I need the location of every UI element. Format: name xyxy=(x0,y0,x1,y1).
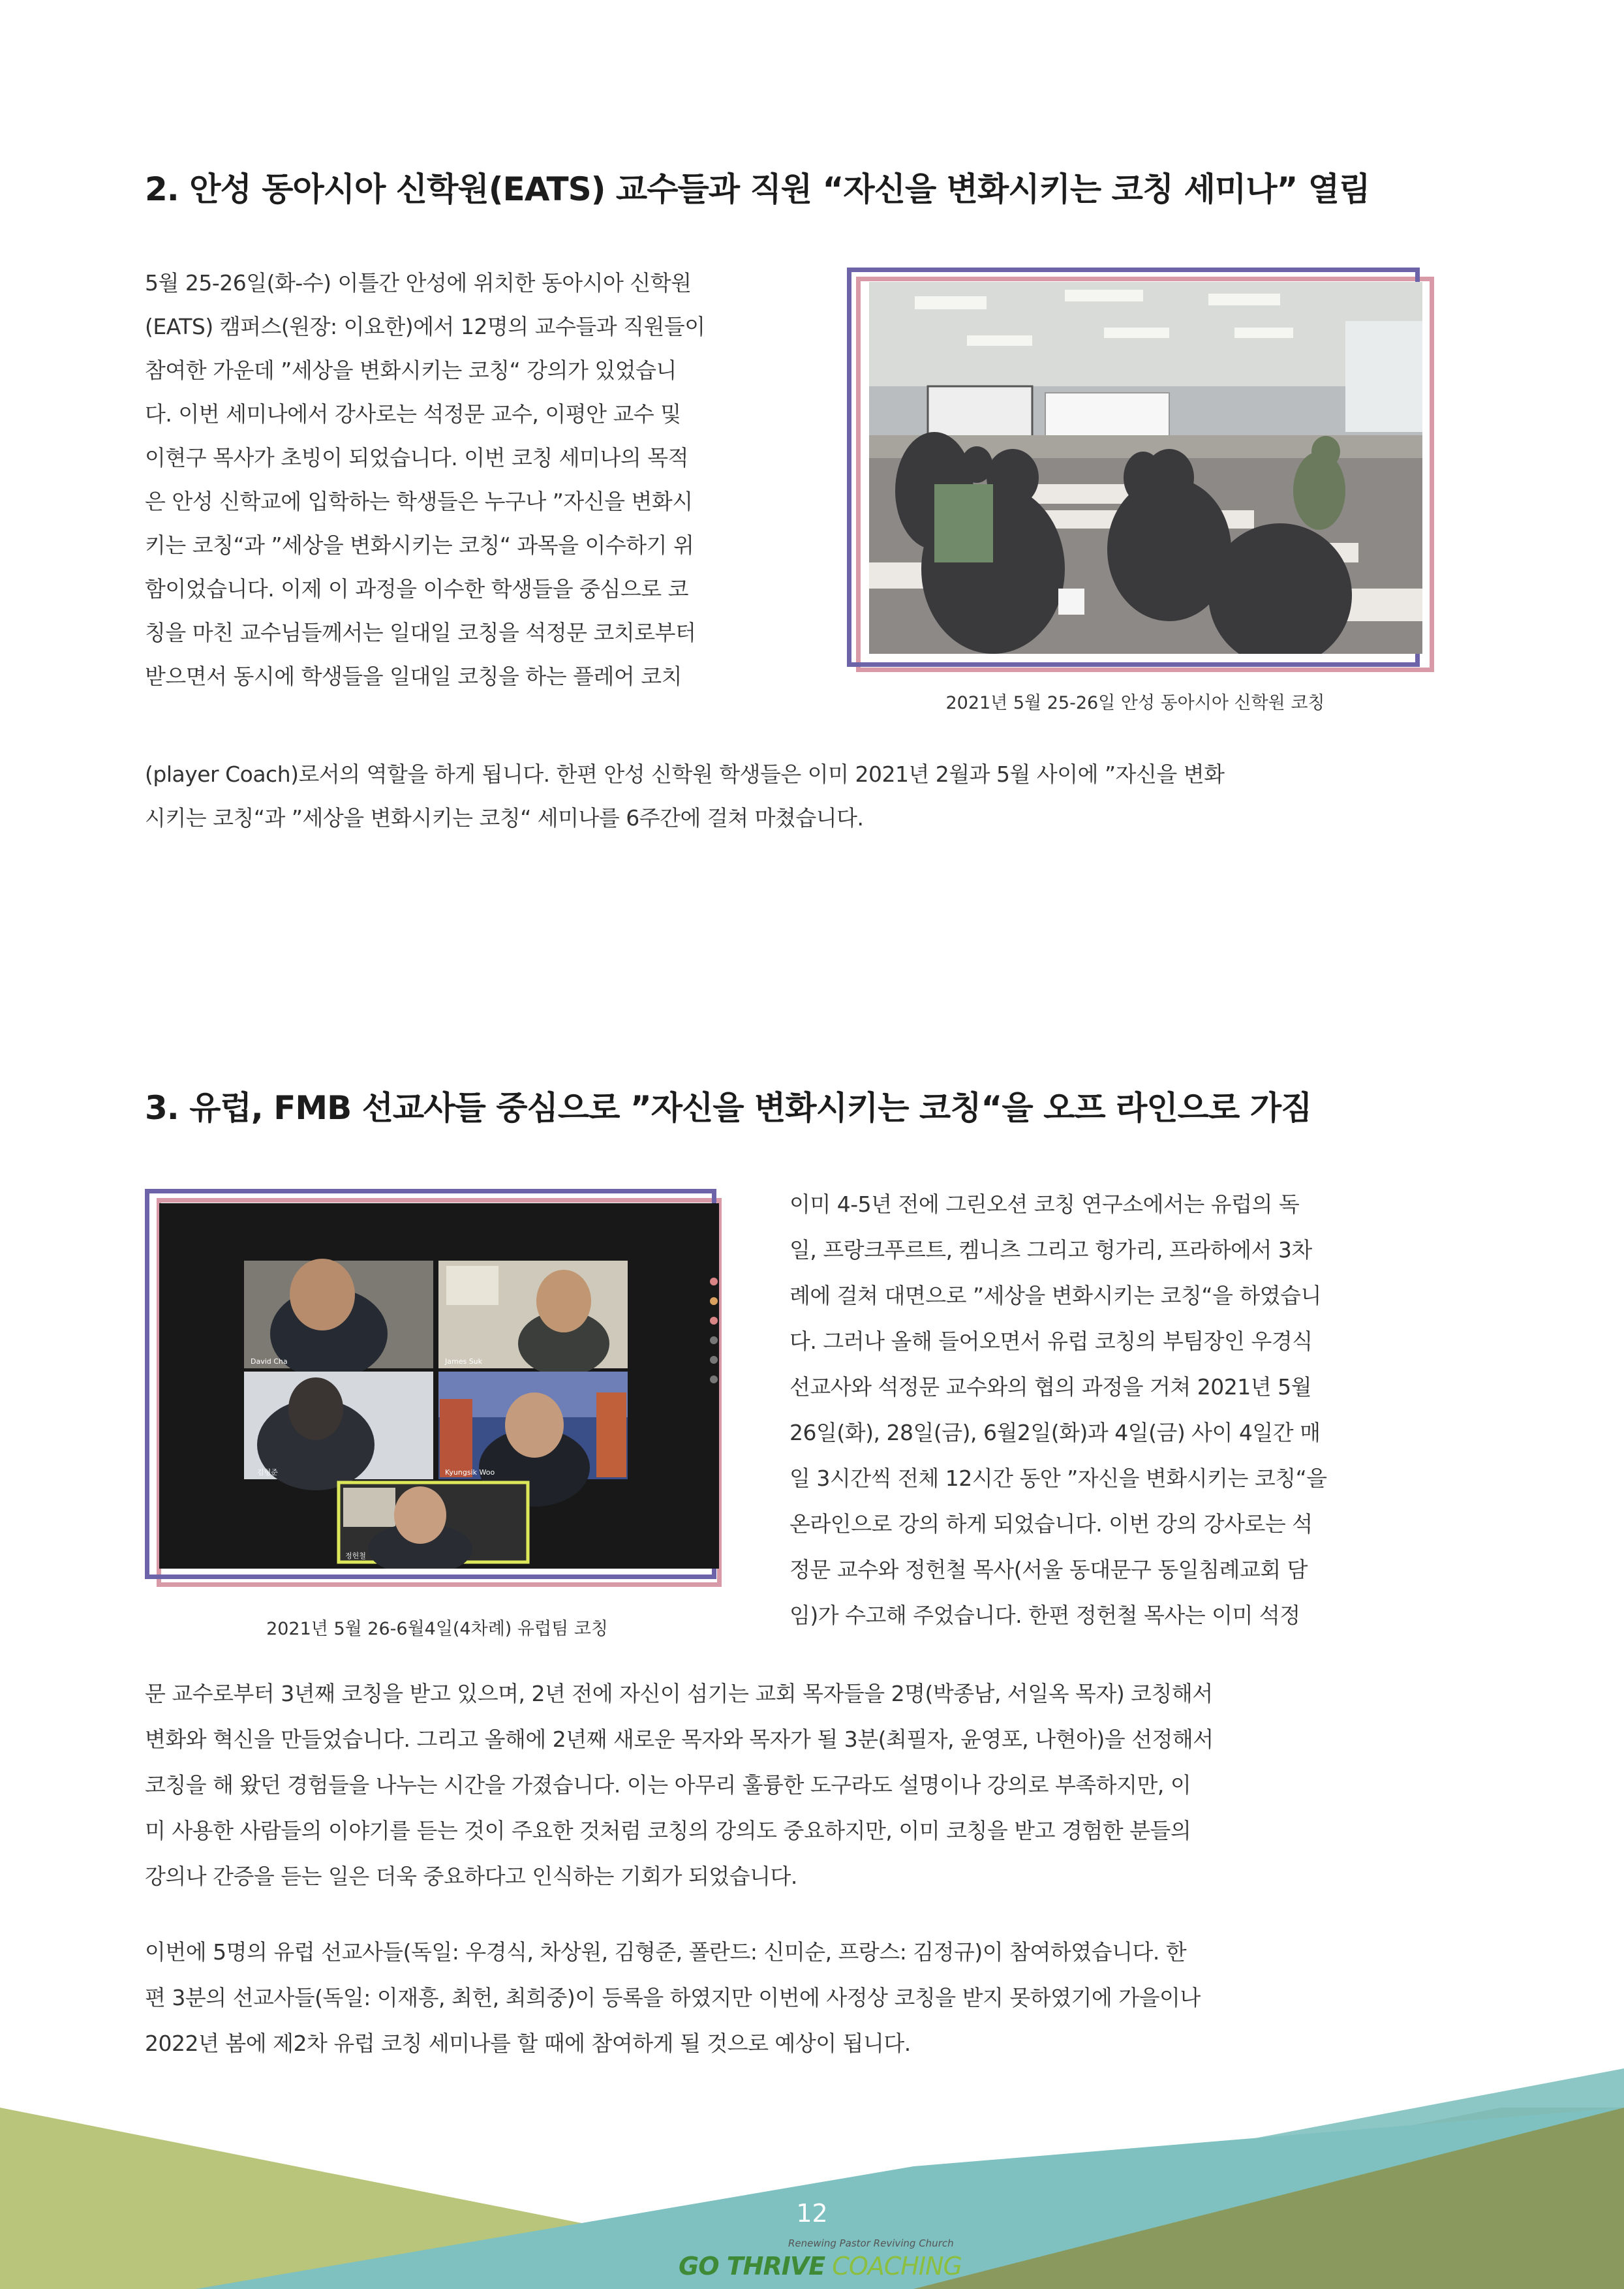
section-2-line: 함이었습니다. 이제 이 과정을 이수한 학생들을 중심으로 코 xyxy=(145,576,688,602)
section-3-line: 코칭을 해 왔던 경험들을 나누는 시간을 가졌습니다. 이는 아무리 훌륭한 도구라도 설명이나 강의로 부족하지만, 이 xyxy=(145,1772,1191,1798)
section-2-line: 이현구 목사가 초빙이 되었습니다. 이번 코칭 세미나의 목적 xyxy=(145,445,688,470)
section-2-line: 시키는 코칭“과 ”세상을 변화시키는 코칭“ 세미나를 6주간에 걸쳐 마쳤습니다. xyxy=(145,805,864,831)
zoom-call-photo xyxy=(159,1203,719,1569)
logo-word-go-thrive: GO THRIVE xyxy=(679,2252,825,2281)
section-3-photo-caption: 2021년 5월 26-6월4일(4차례) 유럽팀 코칭 xyxy=(266,1619,608,1639)
section-3-line: 례에 걸쳐 대면으로 ”세상을 변화시키는 코칭“을 하였습니 xyxy=(789,1283,1321,1308)
zoom-name-label: 김형준 xyxy=(257,1468,278,1477)
section-3-line: 선교사와 석정문 교수와의 협의 과정을 거쳐 2021년 5월 xyxy=(789,1374,1311,1400)
section-2-line: (EATS) 캠퍼스(원장: 이요한)에서 12명의 교수들과 직원들이 xyxy=(145,314,705,339)
logo-word-coaching: COACHING xyxy=(825,2252,962,2281)
section-3-line: 미 사용한 사람들의 이야기를 듣는 것이 주요한 것처럼 코칭의 강의도 중요하지만, 이미 코칭을 받고 경험한 분들의 xyxy=(145,1818,1191,1843)
zoom-name-label: 정헌철 xyxy=(345,1552,366,1560)
section-2-line: 키는 코칭“과 ”세상을 변화시키는 코칭“ 과목을 이수하기 위 xyxy=(145,532,694,558)
section-2-line: 칭을 마친 교수님들께서는 일대일 코칭을 석정문 코치로부터 xyxy=(145,620,696,645)
section-3-photo-frame xyxy=(145,1189,731,1587)
section-3-line: 정문 교수와 정헌철 목사(서울 동대문구 동일침례교회 담 xyxy=(789,1557,1308,1582)
section-2-line: 받으면서 동시에 학생들을 일대일 코칭을 하는 플레어 코치 xyxy=(145,664,682,689)
go-thrive-coaching-logo xyxy=(679,2235,962,2281)
section-3-line: 온라인으로 강의 하게 되었습니다. 이번 강의 강사로는 석 xyxy=(789,1511,1313,1537)
section-3-heading: 3. 유럽, FMB 선교사들 중심으로 ”자신을 변화시키는 코칭“을 오프 라인으로 가짐 xyxy=(145,1089,1312,1127)
logo-tagline: Renewing Pastor Reviving Church xyxy=(788,2237,954,2249)
logo-wordmark xyxy=(679,2252,962,2281)
section-2-line: 5월 25-26일(화-수) 이틀간 안성에 위치한 동아시아 신학원 xyxy=(145,270,692,296)
section-3-line: 편 3분의 선교사들(독일: 이재흥, 최헌, 최희중)이 등록을 하였지만 이번에 사정상 코칭을 받지 못하였기에 가을이나 xyxy=(145,1985,1201,2010)
section-2-line: (player Coach)로서의 역할을 하게 됩니다. 한편 안성 신학원 학생들은 이미 2021년 2월과 5월 사이에 ”자신을 변화 xyxy=(145,761,1225,787)
section-2-line: 참여한 가운데 ”세상을 변화시키는 코칭“ 강의가 있었습니 xyxy=(145,358,677,383)
section-2-line: 다. 이번 세미나에서 강사로는 석정문 교수, 이평안 교수 및 xyxy=(145,401,681,427)
section-3-line: 일, 프랑크푸르트, 켐니츠 그리고 헝가리, 프라하에서 3차 xyxy=(789,1237,1312,1263)
section-2-heading: 2. 안성 동아시아 신학원(EATS) 교수들과 직원 “자신을 변화시키는 코칭 세미나” 열림 xyxy=(145,170,1370,208)
section-3-line: 이번에 5명의 유럽 선교사들(독일: 우경식, 차상원, 김형준, 폴란드: 신미순, 프랑스: 김정규)이 참여하였습니다. 한 xyxy=(145,1939,1187,1965)
section-3-line: 26일(화), 28일(금), 6월2일(화)과 4일(금) 사이 4일간 매 xyxy=(789,1420,1321,1445)
section-2-line: 은 안성 신학교에 입학하는 학생들은 누구나 ”자신을 변화시 xyxy=(145,489,693,514)
section-3-line: 이미 4-5년 전에 그린오션 코칭 연구소에서는 유럽의 독 xyxy=(789,1191,1300,1217)
section-2-photo-caption: 2021년 5월 25-26일 안성 동아시아 신학원 코칭 xyxy=(945,693,1325,713)
classroom-photo xyxy=(869,282,1422,654)
zoom-name-label: James Suk xyxy=(445,1357,483,1366)
section-3-line: 다. 그러나 올해 들어오면서 유럽 코칭의 부팀장인 우경식 xyxy=(789,1329,1313,1354)
section-3-line: 임)가 수고해 주었습니다. 한편 정헌철 목사는 이미 석정 xyxy=(789,1603,1300,1628)
section-2-photo-frame xyxy=(847,268,1434,672)
section-3-line: 변화와 혁신을 만들었습니다. 그리고 올해에 2년째 새로운 목자와 목자가 될 3분(최필자, 윤영포, 나현아)을 선정해서 xyxy=(145,1727,1214,1752)
section-3-line: 강의나 간증을 듣는 일은 더욱 중요하다고 인식하는 기회가 되었습니다. xyxy=(145,1864,797,1889)
section-3-line: 문 교수로부터 3년째 코칭을 받고 있으며, 2년 전에 자신이 섬기는 교회 목자들을 2명(박종남, 서일옥 목자) 코칭해서 xyxy=(145,1681,1213,1706)
zoom-name-label: David Cha xyxy=(251,1357,288,1366)
page-number: 12 xyxy=(796,2199,828,2228)
zoom-name-label: Kyungsik Woo xyxy=(445,1468,495,1477)
section-3-line: 일 3시간씩 전체 12시간 동안 ”자신을 변화시키는 코칭“을 xyxy=(789,1466,1327,1491)
section-3-line: 2022년 봄에 제2차 유럽 코칭 세미나를 할 때에 참여하게 될 것으로 예상이 됩니다. xyxy=(145,2031,911,2056)
